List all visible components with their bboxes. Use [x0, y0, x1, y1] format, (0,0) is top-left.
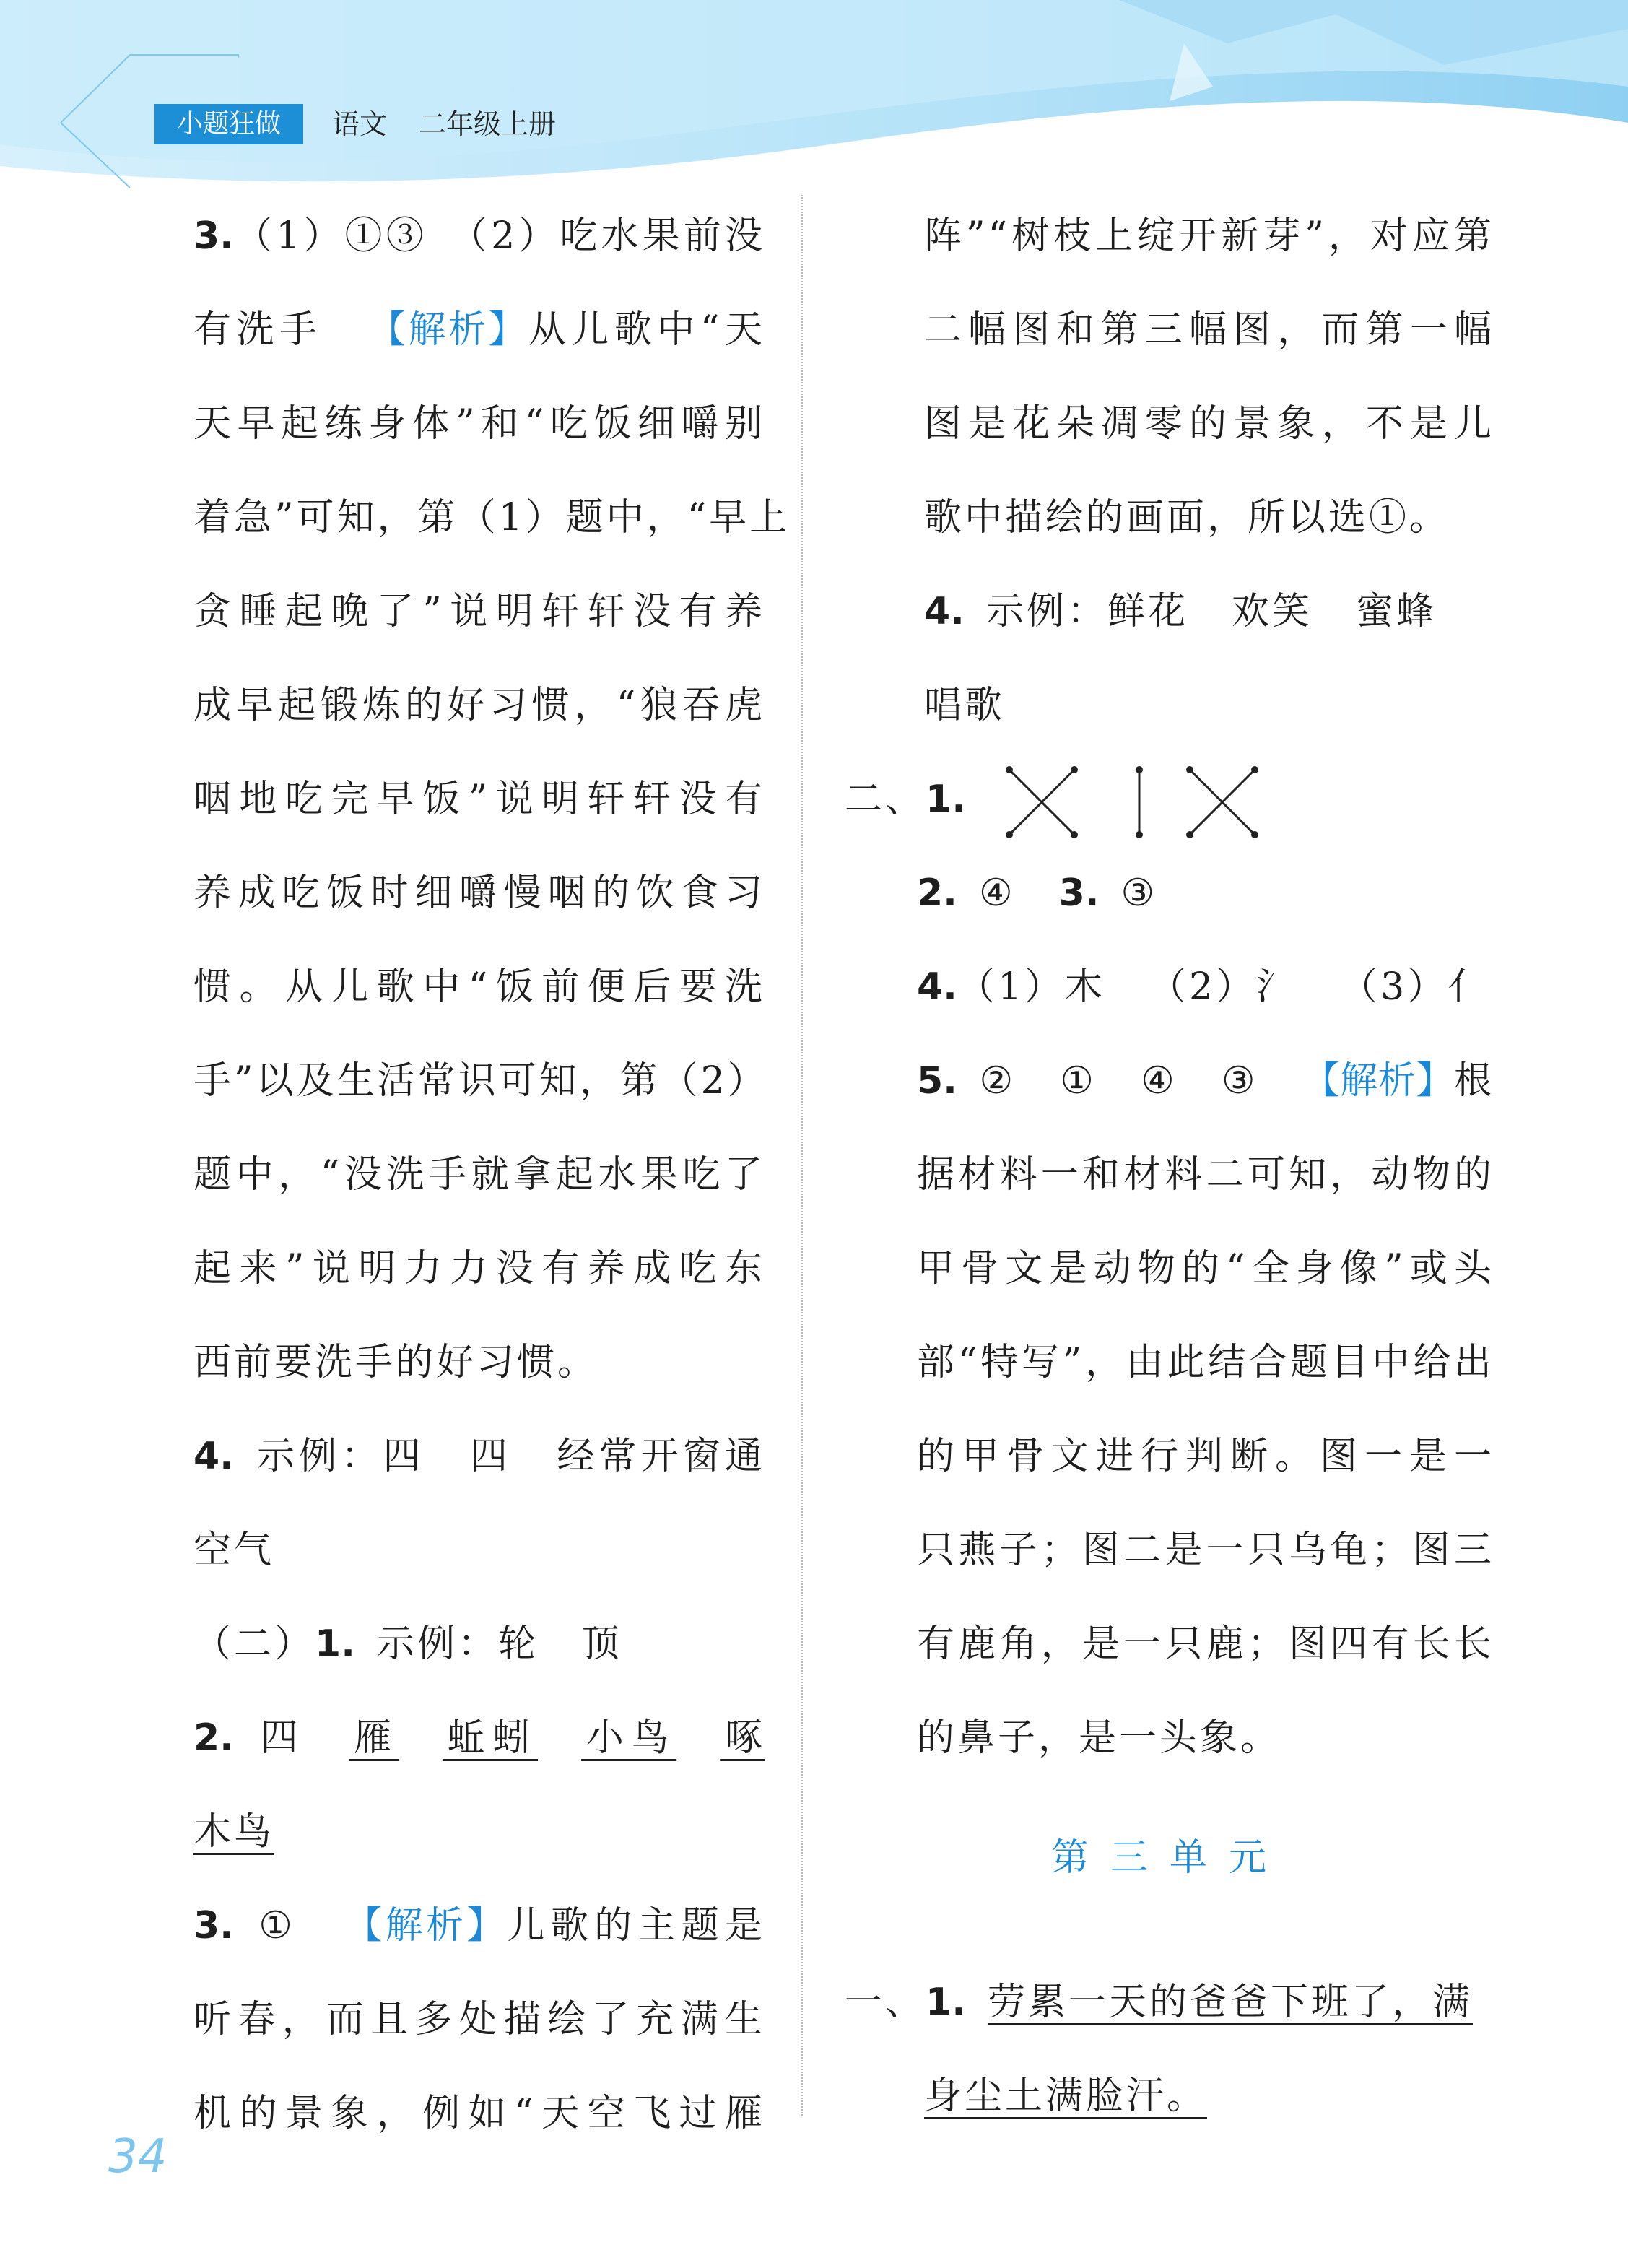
text-line: 只燕子；图二是一只乌龟；图三 — [917, 1529, 1494, 1572]
unit-title: 第三单元 — [1050, 1836, 1288, 1880]
text-line: 3. ① 【解析】儿歌的主题是 — [193, 1904, 765, 1947]
left-column — [193, 189, 791, 2160]
text-line: 据材料一和材料二可知，动物的 — [917, 1153, 1494, 1196]
text-line: 着急”可知，第（1）题中，“早上 — [193, 496, 791, 539]
text-line: 歌中描绘的画面，所以选①。 — [924, 496, 1450, 539]
text-line: 咽地吃完早饭”说明轩轩没有 — [193, 778, 765, 821]
text-line: 木鸟 — [193, 1810, 275, 1854]
text-line: 4. 示例：鲜花 欢笑 蜜蜂 — [924, 590, 1437, 633]
text-line: 机的景象，例如“天空飞过雁 — [193, 2092, 765, 2135]
matching-lines-figure — [1002, 762, 1262, 842]
text-line: 手”以及生活常识可知，第（2） — [193, 1059, 768, 1103]
text-line: 贪睡起晚了”说明轩轩没有养 — [193, 590, 765, 633]
text-line: 4. 示例：四 四 经常开窗通 — [193, 1435, 765, 1478]
text-line: 二幅图和第三幅图，而第一幅 — [924, 308, 1494, 352]
header-grade: 二年级上册 — [419, 108, 557, 140]
text-line: 部“特写”，由此结合题目中给出 — [917, 1341, 1494, 1384]
text-line: 身尘土满脸汗。 — [924, 2074, 1208, 2118]
text-line: 有鹿角，是一只鹿；图四有长长 — [917, 1622, 1494, 1666]
text-line: 阵”“树枝上绽开新芽”，对应第 — [924, 214, 1494, 258]
page-number: 34 — [108, 2130, 167, 2184]
header-badge: 小题狂做 — [154, 104, 303, 144]
text-line: 的甲骨文进行判断。图一是一 — [917, 1435, 1494, 1478]
text-line: 起来”说明力力没有养成吃东 — [193, 1247, 765, 1290]
text-line: 听春，而且多处描绘了充满生 — [193, 1998, 765, 2041]
text-line: 3.（1）①③ （2）吃水果前没 — [193, 214, 765, 258]
text-line: 的鼻子，是一头象。 — [917, 1716, 1281, 1760]
right-column — [845, 189, 1494, 1785]
text-line: 惯。从儿歌中“饭前便后要洗 — [193, 965, 765, 1009]
text-line: 2. 四 雁 蚯蚓 小鸟 啄 — [193, 1716, 765, 1760]
text-line: 有洗手 【解析】从儿歌中“天 — [193, 308, 765, 352]
column-divider — [801, 195, 803, 2116]
text-line: 养成吃饭时细嚼慢咽的饮食习 — [193, 872, 765, 915]
text-line: 唱歌 — [924, 684, 1006, 727]
text-line: 图是花朵凋零的景象，不是儿 — [924, 402, 1494, 446]
text-line: （二）1. 示例：轮 顶 — [193, 1622, 622, 1666]
header-subject: 语文 — [332, 108, 388, 140]
text-line: 成早起锻炼的好习惯，“狼吞虎 — [193, 684, 765, 727]
text-line: 一、1. 劳累一天的爸爸下班了，满 — [845, 1981, 1473, 2024]
text-line: 2. ④ 3. ③ — [917, 872, 1158, 915]
text-line: 二、1. — [845, 752, 1494, 846]
right-tail — [845, 1955, 1494, 2143]
text-line: 题中，“没洗手就拿起水果吃了 — [193, 1153, 765, 1196]
text-line: 甲骨文是动物的“全身像”或头 — [917, 1247, 1494, 1290]
text-line: 天早起练身体”和“吃饭细嚼别 — [193, 402, 765, 446]
text-line: 4.（1）木 （2）氵 （3）亻 — [917, 965, 1489, 1009]
text-line: 西前要洗手的好习惯。 — [193, 1341, 598, 1384]
text-line: 5. ② ① ④ ③ 【解析】根 — [917, 1059, 1494, 1103]
text-line: 空气 — [193, 1529, 275, 1572]
